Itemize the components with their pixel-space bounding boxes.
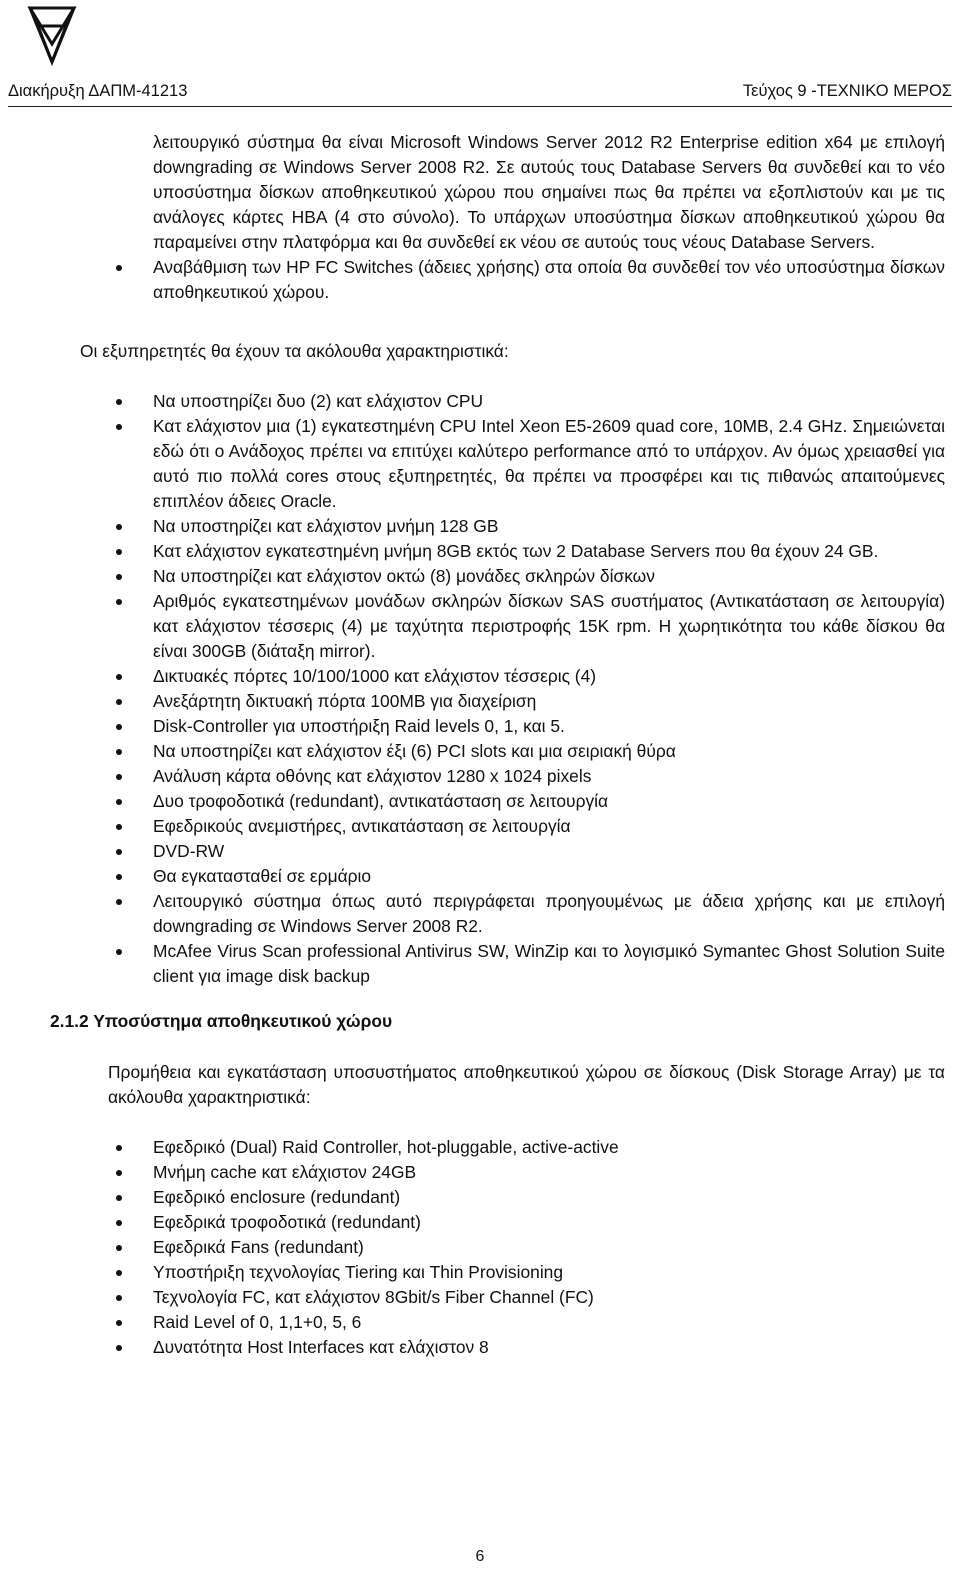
list-item: Εφεδρικά Fans (redundant)	[153, 1235, 945, 1260]
upgrade-list	[153, 255, 945, 305]
list-item: McAfee Virus Scan professional Antivirus SW, WinZip και το λογισμικό Symantec Ghost Solution Suite client για image disk backup	[153, 939, 945, 989]
list-item: Raid Level of 0, 1,1+0, 5, 6	[153, 1310, 945, 1335]
organization-logo	[24, 4, 80, 66]
volume-title: Τεύχος 9 -ΤΕΧΝΙΚΟ ΜΕΡΟΣ	[742, 82, 952, 100]
list-item: Δικτυακές πόρτες 10/100/1000 κατ ελάχιστον τέσσερις (4)	[153, 664, 945, 689]
page-header	[8, 82, 952, 106]
list-item: Εφεδρικό (Dual) Raid Controller, hot-pluggable, active-active	[153, 1135, 945, 1160]
list-item: Ανεξάρτητη δικτυακή πόρτα 100MB για διαχείριση	[153, 689, 945, 714]
page-number: 6	[475, 1548, 485, 1565]
list-item: Ανάλυση κάρτα οθόνης κατ ελάχιστον 1280 x 1024 pixels	[153, 764, 945, 789]
servers-intro: Οι εξυπηρετητές θα έχουν τα ακόλουθα χαρακτηριστικά:	[80, 341, 509, 361]
list-item: Αναβάθμιση των HP FC Switches (άδειες χρήσης) στα οποία θα συνδεθεί τον νέο υποσύστημα δίσκων αποθηκευτικού χώρου.	[153, 255, 945, 305]
section-heading: 2.1.2 Υποσύστημα αποθηκευτικού χώρου	[50, 1011, 393, 1031]
list-item: Εφεδρικό enclosure (redundant)	[153, 1185, 945, 1210]
tender-reference: Διακήρυξη ΔΑΠΜ-41213	[8, 82, 188, 100]
list-item: Κατ ελάχιστον εγκατεστημένη μνήμη 8GB εκτός των 2 Database Servers που θα έχουν 24 GB.	[153, 539, 945, 564]
list-item: Να υποστηρίζει δυο (2) κατ ελάχιστον CPU	[153, 389, 945, 414]
list-item: Εφεδρικούς ανεμιστήρες, αντικατάσταση σε λειτουργία	[153, 814, 945, 839]
server-features-list	[153, 389, 945, 989]
list-item: Disk-Controller για υποστήριξη Raid levels 0, 1, και 5.	[153, 714, 945, 739]
storage-intro: Προμήθεια και εγκατάσταση υποσυστήματος αποθηκευτικού χώρου σε δίσκους (Disk Storage Array) με τα ακόλουθα χαρακτηριστικά:	[108, 1062, 945, 1107]
storage-features-list	[153, 1135, 945, 1360]
list-item: Μνήμη cache κατ ελάχιστον 24GB	[153, 1160, 945, 1185]
continuation-paragraph: λειτουργικό σύστημα θα είναι Microsoft Windows Server 2012 R2 Enterprise edition x64 με επιλογή downgrading σε Windows Server 2008 R2. Σε αυτούς τους Database Servers θα συνδεθεί και το νέο υποσύστημα δίσκων αποθηκευτικού χώρου που σημαίνει πως θα πρέπει να εξοπλιστούν και με τις ανάλογες κάρτες HBA (4 στο σύνολο). Το υπάρχων υποσύστημα δίσκων αποθηκευτικού χώρου θα παραμείνει στην πλατφόρμα και θα συνδεθεί εκ νέου σε αυτούς τους νέους Database Servers.	[153, 132, 945, 252]
document-body	[0, 130, 960, 1360]
list-item: DVD-RW	[153, 839, 945, 864]
list-item: Λειτουργικό σύστημα όπως αυτό περιγράφεται προηγουμένως με άδεια χρήσης και με επιλογή downgrading σε Windows Server 2008 R2.	[153, 889, 945, 939]
list-item: Κατ ελάχιστον μια (1) εγκατεστημένη CPU Intel Xeon E5-2609 quad core, 10MB, 2.4 GHz. Σημειώνεται εδώ ότι ο Ανάδοχος πρέπει να επιτύχει καλύτερο performance από το υπάρχον. Αν όμως χρειασθεί για αυτό πιο πολλά cores στους εξυπηρετητές, θα πρέπει να προσφέρει και τις πιθανώς απαιτούμενες επιπλέον άδειες Oracle.	[153, 414, 945, 514]
list-item: Να υποστηρίζει κατ ελάχιστον οκτώ (8) μονάδες σκληρών δίσκων	[153, 564, 945, 589]
list-item: Αριθμός εγκατεστημένων μονάδων σκληρών δίσκων SAS συστήματος (Αντικατάσταση σε λειτουργία) κατ ελάχιστον τέσσερις (4) με ταχύτητα περιστροφής 15K rpm. Η χωρητικότητα του κάθε δίσκου θα είναι 300GB (διάταξη mirror).	[153, 589, 945, 664]
header-divider	[8, 106, 952, 107]
list-item: Υποστήριξη τεχνολογίας Tiering και Thin Provisioning	[153, 1260, 945, 1285]
list-item: Να υποστηρίζει κατ ελάχιστον μνήμη 128 GB	[153, 514, 945, 539]
list-item: Δυνατότητα Host Interfaces κατ ελάχιστον 8	[153, 1335, 945, 1360]
list-item: Θα εγκατασταθεί σε ερμάριο	[153, 864, 945, 889]
list-item: Να υποστηρίζει κατ ελάχιστον έξι (6) PCI slots και μια σειριακή θύρα	[153, 739, 945, 764]
list-item: Τεχνολογία FC, κατ ελάχιστον 8Gbit/s Fiber Channel (FC)	[153, 1285, 945, 1310]
list-item: Δυο τροφοδοτικά (redundant), αντικατάσταση σε λειτουργία	[153, 789, 945, 814]
list-item: Εφεδρικά τροφοδοτικά (redundant)	[153, 1210, 945, 1235]
